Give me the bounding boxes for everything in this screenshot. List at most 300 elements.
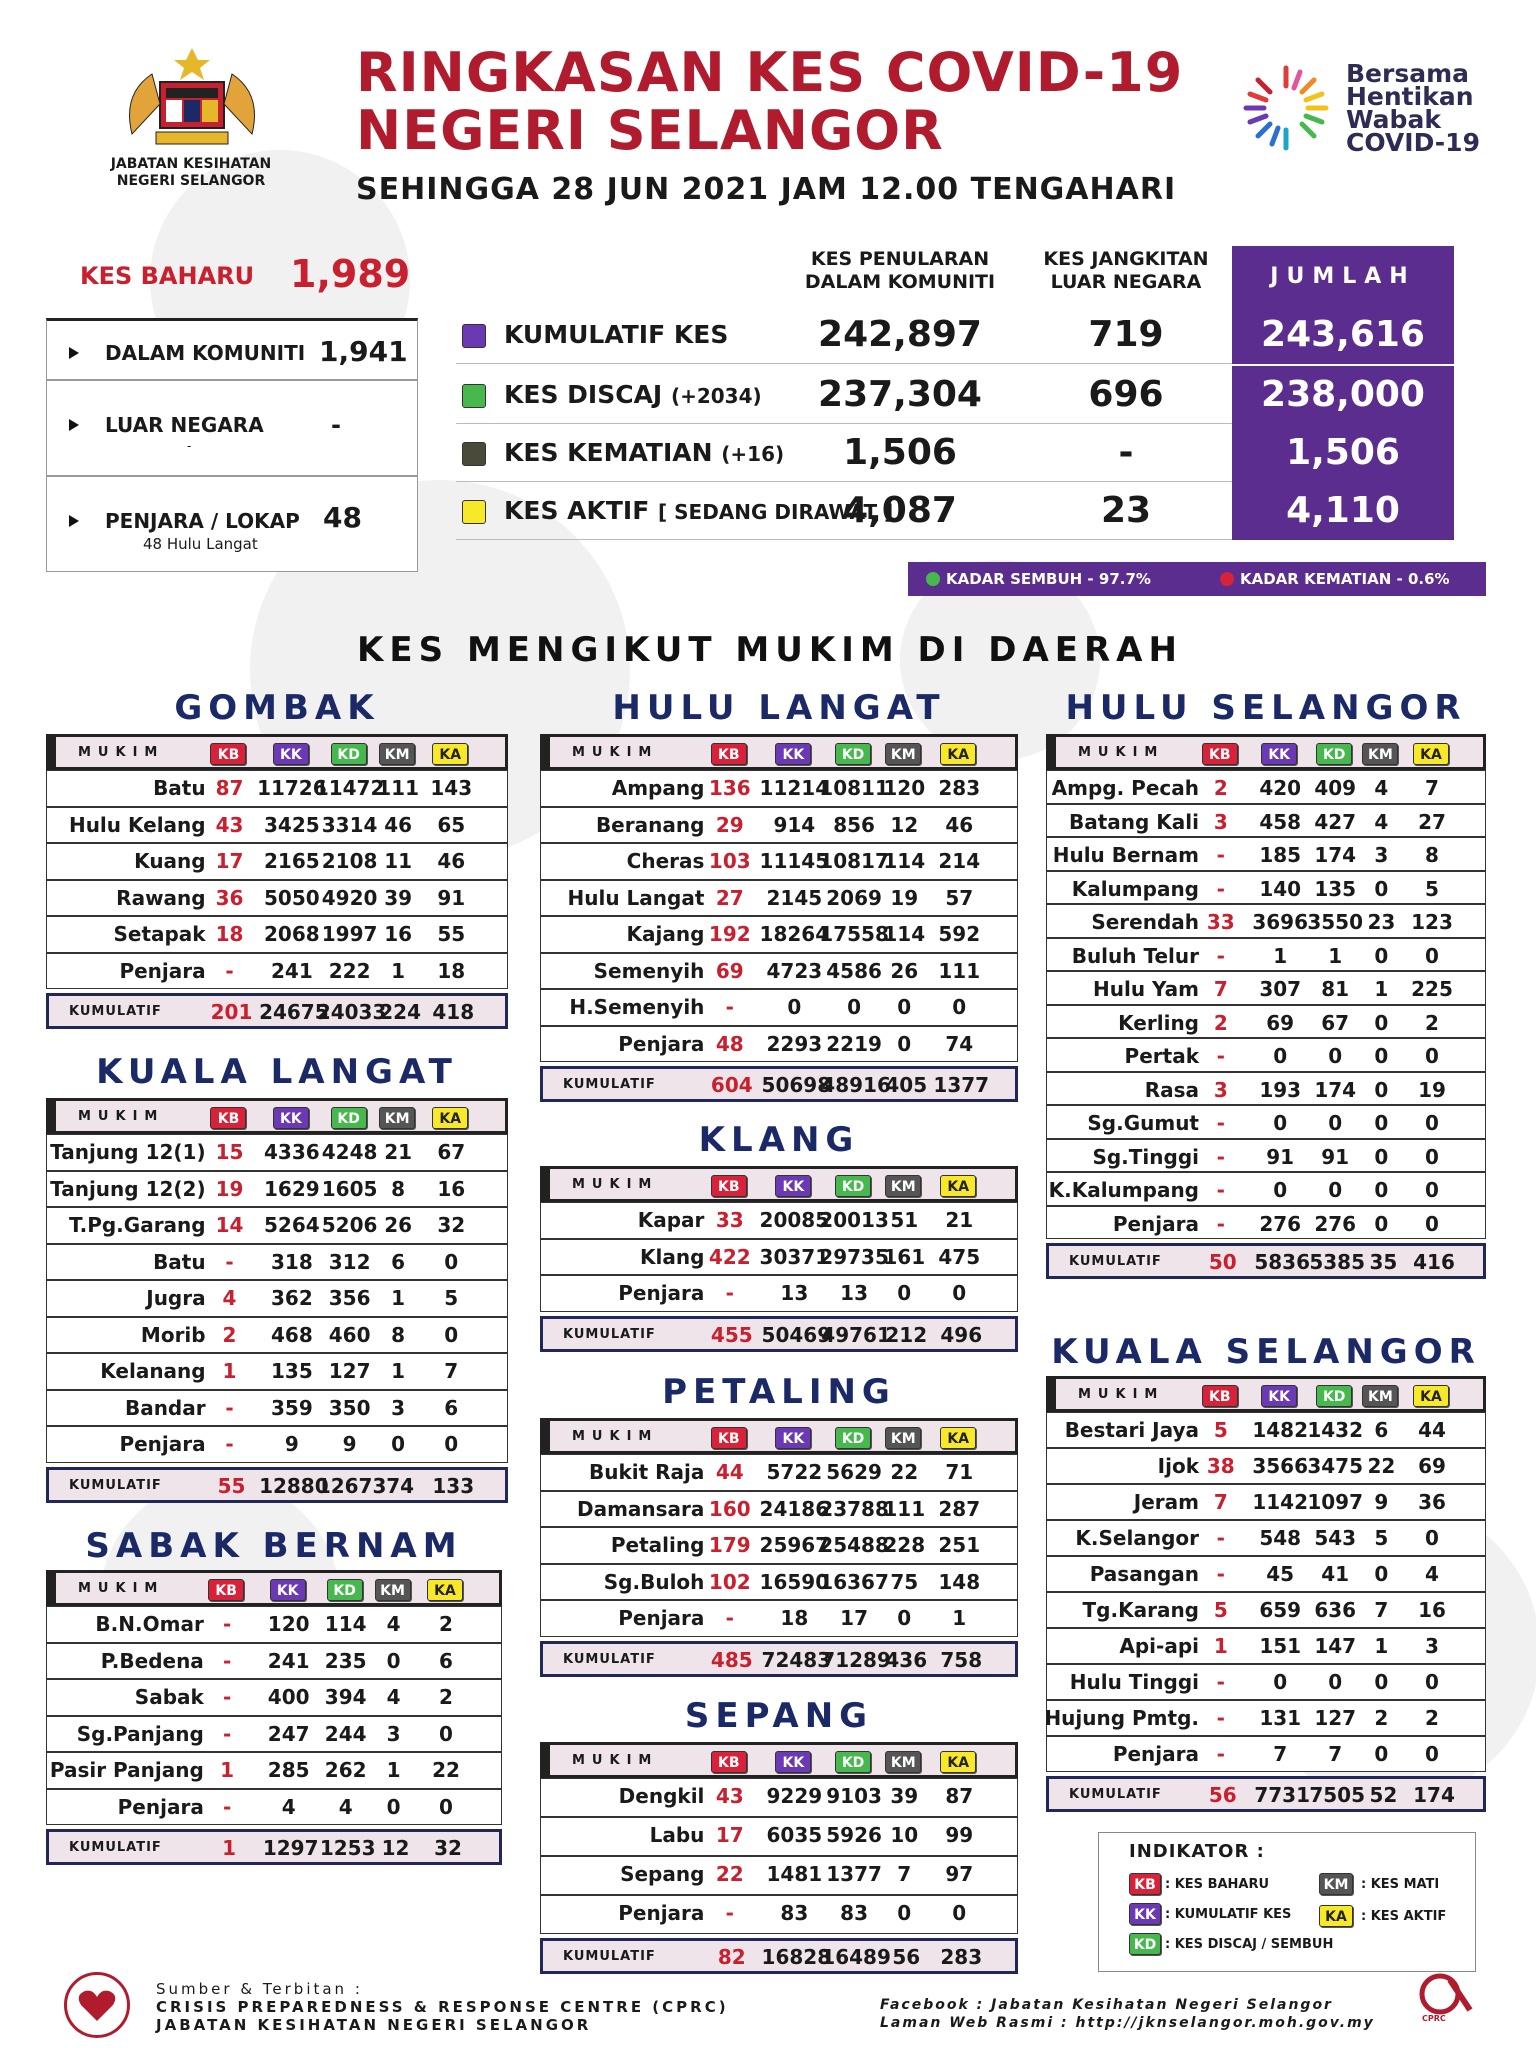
mukim-name: Semenyih (593, 958, 705, 983)
cell-value: 0 (1425, 1670, 1439, 1694)
district-title: SABAK BERNAM (85, 1526, 463, 1566)
table-row (1046, 1556, 1486, 1592)
summary-label-text: KUMULATIF KES (504, 320, 729, 349)
kumulatif-value: 35 (1369, 1250, 1398, 1274)
cell-value: 247 (267, 1721, 310, 1746)
cell-value: 16 (1418, 1598, 1446, 1622)
cell-value: 39 (890, 1784, 919, 1808)
cell-value: 81 (1321, 977, 1350, 1001)
title-line-2: NEGERI SELANGOR (356, 99, 944, 162)
cell-value: 16 (384, 922, 413, 946)
table-row (1046, 1484, 1486, 1520)
header-ka-badge: KA (1413, 743, 1449, 765)
cell-value: 307 (1259, 977, 1302, 1001)
mukim-name: Tanjung 12(1) (50, 1140, 206, 1164)
summary-jumlah-value: 1,506 (1232, 424, 1454, 482)
cell-value: 4 (386, 1685, 401, 1709)
kumulatif-row (1046, 1776, 1486, 1812)
cell-value: 3475 (1307, 1454, 1364, 1478)
cell-value: 151 (1259, 1634, 1302, 1658)
cell-value: 0 (897, 995, 912, 1019)
cell-value: - (1216, 1562, 1225, 1586)
header-kb-badge: KB (210, 743, 246, 765)
cell-value: 4248 (321, 1140, 378, 1164)
table-header (540, 1418, 1018, 1454)
cell-value: 19 (215, 1176, 244, 1201)
kumulatif-value: 5836 (1254, 1250, 1311, 1274)
summary-label-extra: (+16) (721, 442, 785, 466)
mukim-name: Penjara (618, 1281, 705, 1305)
table-header (540, 1166, 1018, 1202)
kumulatif-row (540, 1316, 1018, 1352)
cell-value: 8 (1425, 843, 1439, 867)
kumulatif-value: 56 (892, 1945, 921, 1969)
mukim-name: Sg.Panjang (76, 1721, 204, 1746)
table-row (46, 1789, 502, 1826)
kadar-sembuh: KADAR SEMBUH - 97.7% (946, 570, 1151, 588)
cell-value: 3 (386, 1721, 401, 1746)
mukim-name: Hulu Langat (567, 885, 705, 910)
mukim-name: Morib (140, 1322, 206, 1347)
cell-value: 12 (890, 812, 919, 837)
mukim-name: Bukit Raja (588, 1460, 705, 1484)
district-table (540, 1418, 1018, 1677)
cell-value: 2219 (826, 1031, 882, 1056)
summary-label-text: KES DISCAJ (504, 380, 663, 409)
mukim-name: Penjara (119, 958, 206, 983)
cell-value: - (1216, 1670, 1225, 1694)
cell-value: 22 (1367, 1454, 1396, 1478)
cell-value: 592 (938, 922, 981, 946)
kumulatif-value: 1253 (319, 1836, 376, 1860)
table-row (46, 953, 508, 990)
mukim-name: Sepang (620, 1862, 705, 1886)
mukim-name: Penjara (1112, 1211, 1199, 1236)
cell-value: 356 (328, 1286, 371, 1310)
summary-komuniti-value: 4,087 (843, 490, 957, 531)
kumulatif-row (46, 1829, 502, 1865)
sunburst-icon (1236, 58, 1336, 158)
cell-value: 41 (1321, 1562, 1350, 1586)
legend-kd-text: : KES DISCAJ / SEMBUH (1165, 1937, 1334, 1952)
cell-value: 1 (1273, 943, 1288, 968)
cell-value: 7 (1374, 1598, 1389, 1622)
table-row (540, 770, 1018, 807)
header-ka-badge: KA (432, 1107, 468, 1129)
cell-value: 11214 (759, 776, 830, 800)
luar-negara-value: - (331, 411, 341, 439)
cell-value: 4 (338, 1794, 353, 1819)
mukim-name: Buluh Telur (1071, 943, 1199, 968)
cell-value: 5 (1213, 1418, 1228, 1442)
cell-value: 10817 (819, 849, 889, 873)
cell-value: 19 (890, 885, 919, 910)
cell-value: 1481 (766, 1862, 823, 1886)
dept-line-1: JABATAN KESIHATAN (110, 156, 272, 172)
cell-value: 67 (437, 1140, 466, 1164)
cell-value: 27 (715, 885, 744, 910)
cell-value: 120 (883, 776, 926, 800)
cell-value: 362 (270, 1286, 313, 1310)
cell-value: 262 (324, 1758, 367, 1782)
legend-kd-badge: KD (1129, 1933, 1161, 1955)
cell-value: 2293 (766, 1031, 823, 1056)
cell-value: 0 (1425, 1211, 1439, 1236)
cell-value: 1482 (1252, 1418, 1309, 1442)
cell-value: 0 (952, 1901, 967, 1925)
district-table (46, 734, 508, 1029)
kumulatif-value: 56 (1208, 1783, 1237, 1807)
cell-value: 6 (439, 1648, 453, 1673)
kumulatif-value: 82 (717, 1945, 746, 1969)
cell-value: 0 (1328, 1670, 1343, 1694)
table-header (46, 1098, 508, 1134)
cell-value: 1097 (1307, 1490, 1364, 1514)
header-kd-badge: KD (835, 743, 871, 765)
cell-value: 0 (1374, 1077, 1389, 1102)
table-row (46, 1280, 508, 1317)
cell-value: 3566 (1252, 1454, 1309, 1478)
header-kd-badge: KD (331, 743, 367, 765)
cell-value: 51 (890, 1208, 919, 1232)
table-row (46, 1207, 508, 1244)
cell-value: 2 (1425, 1010, 1439, 1035)
cell-value: 26 (890, 958, 919, 983)
cell-value: 0 (1425, 943, 1439, 968)
table-row (46, 1426, 508, 1463)
cell-value: 43 (715, 1784, 744, 1808)
header-kk-badge: KK (775, 1175, 811, 1197)
district-table (540, 1166, 1018, 1352)
cell-value: 0 (1374, 1111, 1389, 1135)
cell-value: 36 (215, 885, 244, 910)
cell-value: 0 (444, 1322, 459, 1347)
cell-value: 0 (1374, 1144, 1389, 1169)
cell-value: 0 (1328, 1044, 1343, 1068)
table-row (1046, 837, 1486, 871)
cell-value: 0 (444, 1432, 459, 1456)
cell-value: 69 (1266, 1010, 1295, 1035)
kumulatif-value: 174 (1413, 1783, 1455, 1807)
mukim-name: Damansara (576, 1496, 705, 1521)
kumulatif-row (540, 1938, 1018, 1974)
cell-value: 27 (1418, 809, 1446, 834)
mukim-name: Penjara (618, 1031, 705, 1056)
mukim-name: Setapak (113, 922, 206, 946)
header-km-badge: KM (885, 1751, 921, 1773)
cell-value: 44 (715, 1460, 744, 1484)
cell-value: 318 (270, 1249, 313, 1274)
kkm-logo (64, 1972, 130, 2038)
summary-label-extra: [ SEDANG DIRAWAT ] (658, 500, 894, 524)
table-row (46, 1353, 508, 1390)
cell-value: 25967 (759, 1533, 830, 1557)
mukim-name: Pasir Panjang (49, 1758, 204, 1782)
header-kd-badge: KD (1316, 743, 1352, 765)
cell-value: 460 (328, 1322, 371, 1347)
cell-value: 2 (1374, 1706, 1389, 1730)
kumulatif-value: 604 (710, 1073, 753, 1097)
cell-value: 114 (883, 922, 926, 946)
mukim-name: Hulu Bernam (1052, 843, 1199, 867)
table-row (540, 1817, 1018, 1856)
heart-icon (67, 1975, 127, 2035)
header-kb-badge: KB (208, 1579, 244, 1601)
cell-value: - (1216, 876, 1225, 901)
cell-value: 147 (1314, 1634, 1357, 1658)
mukim-name: Ampg. Pecah (1051, 776, 1199, 800)
cprc-logo-text: CPRC (1422, 2014, 1446, 2023)
cell-value: 659 (1259, 1598, 1302, 1622)
dept-line-2: NEGERI SELANGOR (116, 173, 266, 189)
cell-value: 241 (267, 1648, 310, 1673)
cell-value: 4 (386, 1612, 401, 1636)
mukim-name: T.Pg.Garang (69, 1213, 206, 1237)
table-row (540, 1600, 1018, 1637)
cell-value: 13 (840, 1281, 868, 1305)
luar-negara-note: - (187, 439, 192, 453)
cell-value: 11 (384, 849, 413, 873)
cell-value: 33 (1206, 910, 1235, 934)
cell-value: 7 (1213, 977, 1228, 1001)
kumulatif-value: 1 (222, 1836, 237, 1860)
cell-value: 111 (883, 1496, 926, 1521)
table-header (540, 1742, 1018, 1778)
district-title: KLANG (698, 1120, 860, 1160)
cell-value: 5 (1425, 876, 1439, 901)
indikator-title: INDIKATOR : (1129, 1841, 1265, 1862)
page-title (356, 41, 1184, 162)
cell-value: 69 (1418, 1454, 1446, 1478)
cell-value: 1 (952, 1606, 967, 1630)
table-row (1046, 971, 1486, 1005)
cell-value: 185 (1259, 843, 1302, 867)
kumulatif-value: 436 (885, 1647, 928, 1672)
table-row (46, 1390, 508, 1427)
mukim-name: Penjara (618, 1901, 705, 1925)
cell-value: 287 (938, 1496, 981, 1521)
header-kk-badge: KK (270, 1579, 306, 1601)
kumulatif-label: KUMULATIF (563, 1651, 656, 1667)
cell-value: - (1216, 1211, 1225, 1236)
cell-value: - (725, 1901, 734, 1925)
table-row (540, 1202, 1018, 1239)
cell-value: 636 (1314, 1598, 1357, 1622)
district-table (46, 1570, 502, 1865)
cell-value: 2165 (264, 849, 320, 873)
website-link[interactable]: Laman Web Rasmi : http://jknselangor.moh.gov.my (880, 2015, 1375, 2031)
table-row (46, 843, 508, 880)
cell-value: 4 (281, 1794, 296, 1819)
cell-value: 1 (1374, 977, 1389, 1001)
table-header (540, 734, 1018, 770)
legend-kb-badge: KB (1129, 1873, 1161, 1895)
mukim-name: Kerling (1118, 1010, 1199, 1035)
cell-value: - (222, 1612, 232, 1636)
table-row (1046, 1139, 1486, 1173)
cell-value: 4 (1374, 809, 1389, 834)
header-kb-badge: KB (711, 743, 747, 765)
cell-value: 174 (1314, 843, 1357, 867)
summary-row (456, 424, 1454, 482)
kumulatif-value: 12673 (316, 1473, 387, 1498)
komuniti-label: DALAM KOMUNITI (105, 341, 306, 365)
cell-value: 4920 (321, 885, 378, 910)
cell-value: 0 (787, 995, 802, 1019)
kumulatif-value: 24675 (259, 1000, 329, 1024)
cell-value: 3 (1374, 843, 1389, 867)
mukim-name: Sg.Tinggi (1092, 1144, 1199, 1169)
footer-source-line: JABATAN KESIHATAN NEGERI SELANGOR (156, 2016, 592, 2034)
cell-value: 111 (938, 958, 981, 983)
cell-value: 45 (1266, 1562, 1295, 1586)
cell-value: 3550 (1307, 910, 1364, 934)
header-kb-badge: KB (210, 1107, 246, 1129)
header-kd-badge: KD (327, 1579, 363, 1601)
table-row (46, 1752, 502, 1789)
cell-value: 1142 (1252, 1490, 1309, 1514)
cell-value: 135 (1314, 876, 1357, 901)
cell-value: 0 (386, 1648, 401, 1673)
mukim-name: Batu (153, 1249, 206, 1274)
header-kb-badge: KB (711, 1427, 747, 1449)
table-row (46, 1134, 508, 1171)
cell-value: 5 (444, 1286, 459, 1310)
kes-baharu-luar-negara (46, 380, 418, 476)
facebook-link[interactable]: Facebook : Jabatan Kesihatan Negeri Selangor (880, 1997, 1333, 2013)
cell-value: 74 (945, 1031, 974, 1056)
kumulatif-row (46, 993, 508, 1029)
cell-value: 0 (1374, 876, 1389, 901)
mukim-name: P.Bedena (100, 1648, 204, 1673)
mukim-name: Kelanang (100, 1359, 206, 1383)
legend-ka-text: : KES AKTIF (1361, 1909, 1447, 1924)
cell-value: 9 (284, 1432, 299, 1456)
cell-value: 1997 (321, 922, 378, 946)
footer-source-line: CRISIS PREPAREDNESS & RESPONSE CENTRE (CPRC) (156, 1998, 729, 2016)
cell-value: 17558 (819, 922, 889, 946)
kumulatif-value: 12 (381, 1836, 410, 1860)
arrow-icon (69, 515, 79, 527)
header-kb-badge: KB (711, 1175, 747, 1197)
summary-luar-value: 696 (1088, 374, 1164, 415)
cell-value: 0 (897, 1901, 912, 1925)
cell-value: 87 (215, 776, 244, 800)
cell-value: 18 (780, 1606, 809, 1630)
kumulatif-value: 50469 (761, 1322, 832, 1347)
bersama-line: Bersama (1346, 59, 1470, 88)
cell-value: 0 (1374, 1010, 1389, 1035)
mukim-name: Kalumpang (1071, 876, 1199, 901)
legend-km-text: : KES MATI (1361, 1877, 1440, 1892)
cell-value: 83 (840, 1901, 868, 1925)
cell-value: 21 (384, 1140, 413, 1164)
header-km-badge: KM (375, 1579, 411, 1601)
cell-value: 44 (1418, 1418, 1446, 1442)
cell-value: 914 (773, 812, 816, 837)
cell-value: 350 (328, 1395, 371, 1420)
cell-value: - (725, 1281, 734, 1305)
cell-value: - (1216, 1178, 1225, 1202)
kumulatif-label: KUMULATIF (69, 1004, 162, 1019)
cell-value: 9 (1374, 1490, 1389, 1514)
table-row (1046, 1105, 1486, 1139)
cell-value: 3314 (321, 812, 378, 837)
cell-value: 5 (1213, 1598, 1228, 1622)
cell-value: 11472 (314, 776, 385, 800)
kes-baharu-value: 1,989 (290, 252, 411, 296)
cell-value: 3696 (1252, 910, 1309, 934)
cell-value: 30371 (759, 1244, 830, 1269)
header-kk-badge: KK (775, 1751, 811, 1773)
district-title: GOMBAK (174, 688, 380, 728)
mukim-name: Klang (640, 1244, 705, 1269)
cell-value: 5 (1374, 1526, 1389, 1550)
cell-value: 1 (386, 1758, 401, 1782)
cell-value: 131 (1259, 1706, 1302, 1730)
cell-value: - (225, 1432, 234, 1456)
kumulatif-value: 71289 (821, 1647, 891, 1672)
mukim-name: Pertak (1124, 1044, 1199, 1068)
cell-value: 8 (391, 1176, 406, 1201)
table-row (540, 989, 1018, 1026)
cell-value: 174 (1314, 1077, 1357, 1102)
cell-value: 0 (1425, 1526, 1439, 1550)
cell-value: 140 (1259, 876, 1302, 901)
cell-value: 1 (1374, 1634, 1389, 1658)
mukim-name: Rasa (1144, 1077, 1199, 1102)
legend-kk-text: : KUMULATIF KES (1165, 1907, 1292, 1922)
cell-value: 0 (1425, 1044, 1439, 1068)
legend-kk-badge: KK (1129, 1903, 1161, 1925)
table-row (46, 807, 508, 844)
cell-value: 22 (890, 1460, 919, 1484)
mukim-name: Bestari Jaya (1064, 1418, 1199, 1442)
cell-value: 276 (1259, 1211, 1302, 1236)
mukim-name: Jeram (1133, 1490, 1199, 1514)
cell-value: 29735 (819, 1244, 889, 1269)
mukim-name: Beranang (595, 812, 705, 837)
mukim-name: Sg.Gumut (1087, 1111, 1199, 1135)
table-row (46, 916, 508, 953)
mukim-name: Hulu Tinggi (1069, 1670, 1199, 1694)
green-dot-icon (926, 572, 940, 586)
header-kd-badge: KD (1316, 1385, 1352, 1407)
summary-label-text: KES KEMATIAN (504, 438, 713, 467)
district-title: PETALING (662, 1372, 896, 1412)
cell-value: - (1216, 843, 1225, 867)
cell-value: - (1216, 1044, 1225, 1068)
page-subtitle: SEHINGGA 28 JUN 2021 JAM 12.00 TENGAHARI (356, 172, 1177, 207)
cell-value: 0 (1374, 1178, 1389, 1202)
mukim-name: Cheras (626, 849, 705, 873)
district-title: KUALA LANGAT (96, 1052, 458, 1092)
summary-label-text: KES AKTIF (504, 496, 650, 525)
cell-value: 0 (952, 1281, 967, 1305)
kumulatif-label: KUMULATIF (563, 1949, 656, 1964)
cell-value: 3 (1213, 1077, 1228, 1102)
kumulatif-label: KUMULATIF (69, 1477, 162, 1493)
table-row (1046, 1736, 1486, 1772)
header-ka-badge: KA (427, 1579, 463, 1601)
footer-links (880, 1996, 1375, 2032)
cell-value: 136 (708, 776, 751, 800)
header-km-badge: KM (885, 1427, 921, 1449)
luar-negara-label: LUAR NEGARA (105, 413, 264, 437)
cell-value: 276 (1314, 1211, 1357, 1236)
mukim-name: Tanjung 12(2) (50, 1176, 206, 1201)
mukim-name: Batu (153, 776, 206, 800)
